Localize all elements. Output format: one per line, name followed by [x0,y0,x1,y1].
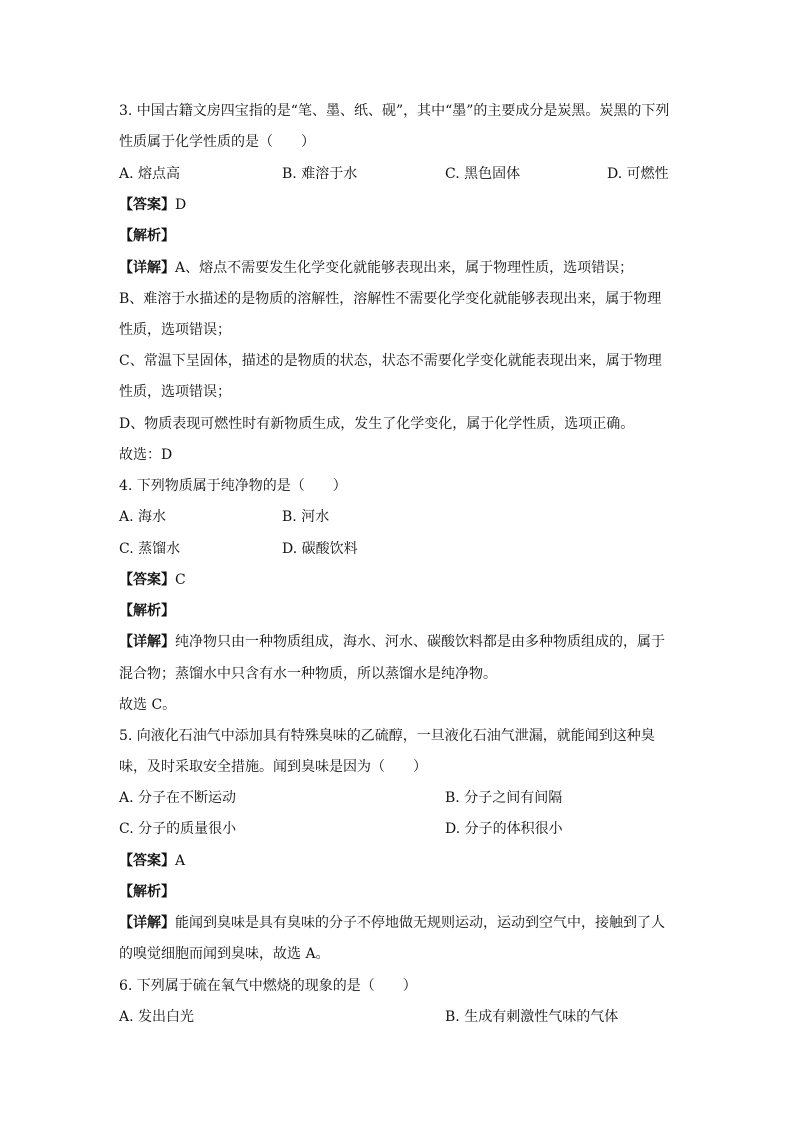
q4-answer-line [119,570,186,590]
q5-detail-tag: 【详解】 [119,915,175,931]
q3-detail-line5: 性质，选项错误； [119,384,231,400]
q3-answer-tag: 【答案】 [119,197,175,213]
q3-detail-line3: 性质，选项错误； [119,322,231,338]
q3-detail-text1: A、熔点不需要发生化学变化就能够表现出来，属于物理性质，选项错误； [175,260,634,276]
q3-detail-tag: 【详解】 [119,260,175,276]
q4-option-b: B. 河水 [282,509,330,525]
q5-option-c: C. 分子的质量很小 [119,821,237,837]
q3-analysis-heading: 【解析】 [119,228,175,244]
q5-option-a: A. 分子在不断运动 [119,790,237,806]
q3-answer-value: D [175,197,187,213]
q3-detail-line6: D、物质表现可燃性时有新物质生成，发生了化学变化，属于化学性质，选项正确。 [119,416,635,432]
q4-option-d: D. 碳酸饮料 [282,541,358,557]
q4-analysis-heading: 【解析】 [119,603,175,619]
q5-detail-line2: 的嗅觉细胞而闻到臭味，故选 A。 [119,946,330,962]
q3-stem-line1: 3. 中国古籍文房四宝指的是“笔、墨、纸、砚”，其中“墨”的主要成分是炭黑。炭黑的下列 [119,103,670,119]
q5-answer-tag: 【答案】 [119,853,175,869]
q4-option-a: A. 海水 [119,509,167,525]
q5-option-b: B. 分子之间有间隔 [445,790,563,806]
q3-option-a: A. 熔点高 [119,166,181,182]
q5-detail-text1: 能闻到臭味是具有臭味的分子不停地做无规则运动，运动到空气中，接触到了人 [175,915,665,931]
q3-answer-line [119,195,186,215]
q3-option-c: C. 黑色固体 [445,166,521,182]
q3-stem-line2: 性质属于化学性质的是（ ） [119,134,315,150]
q5-answer-line [119,851,185,871]
q4-answer-tag: 【答案】 [119,572,175,588]
q4-option-c: C. 蒸馏水 [119,541,181,557]
q4-detail-tag: 【详解】 [119,634,175,650]
q5-analysis-heading: 【解析】 [119,884,175,900]
q3-detail-line2: B、难溶于水描述的是物质的溶解性，溶解性不需要化学变化就能够表现出来，属于物理 [119,291,662,307]
q3-detail-line1 [119,258,633,278]
q4-detail-line1 [119,632,665,652]
q4-conclusion: 故选 C。 [119,697,177,713]
q5-answer-value: A [175,853,186,869]
q3-option-b: B. 难溶于水 [282,166,358,182]
q5-stem-line2: 味，及时采取安全措施。闻到臭味是因为（ ） [119,759,427,775]
q5-stem-line1: 5. 向液化石油气中添加具有特殊臭味的乙硫醇，一旦液化石油气泄漏，就能闻到这种臭 [119,728,655,744]
q6-option-a: A. 发出白光 [119,1009,195,1025]
q4-detail-line2: 混合物；蒸馏水中只含有水一种物质，所以蒸馏水是纯净物。 [119,666,497,682]
q5-option-d: D. 分子的体积很小 [445,821,563,837]
q3-option-d: D. 可燃性 [607,166,669,182]
q5-detail-line1 [119,913,665,933]
q6-stem: 6. 下列属于硫在氧气中燃烧的现象的是（ ） [119,978,417,994]
q4-answer-value: C [175,572,186,588]
q3-conclusion: 故选：D [119,447,173,463]
q3-detail-line4: C、常温下呈固体，描述的是物质的状态，状态不需要化学变化就能表现出来，属于物理 [119,353,662,369]
q4-detail-text1: 纯净物只由一种物质组成，海水、河水、碳酸饮料都是由多种物质组成的，属于 [175,634,665,650]
q6-option-b: B. 生成有刺激性气味的气体 [445,1009,619,1025]
q4-stem: 4. 下列物质属于纯净物的是（ ） [119,478,347,494]
